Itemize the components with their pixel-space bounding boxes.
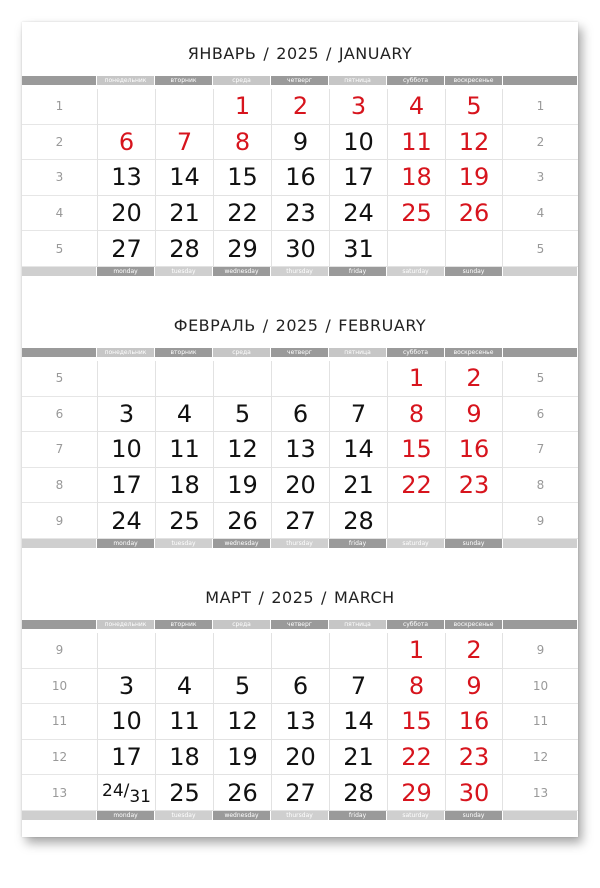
combined-date: 24/31: [102, 780, 151, 807]
week-number-right: 2: [503, 125, 578, 161]
weekday-header-ru: [22, 76, 578, 85]
day-cell: 13: [271, 704, 329, 740]
weekday-label-ru: понедельник: [97, 76, 155, 85]
day-cell: 11: [387, 125, 445, 161]
day-cell: 26: [213, 503, 271, 539]
day-cell: 24: [329, 196, 387, 232]
day-cell: 23: [271, 196, 329, 232]
day-cell: 22: [387, 468, 445, 504]
day-cell: 9: [445, 669, 503, 705]
day-cell: 3: [97, 397, 155, 433]
day-cell: 28: [155, 231, 213, 267]
weekday-label-ru: четверг: [271, 348, 329, 357]
week-number-left: 13: [22, 775, 97, 811]
weekday-label-ru: среда: [213, 348, 271, 357]
weekday-label-ru: суббота: [387, 76, 445, 85]
weekday-label-en: thursday: [271, 539, 329, 548]
header-edge: [503, 76, 578, 85]
weekday-footer-en: [22, 811, 578, 820]
weekday-label-en: thursday: [271, 811, 329, 820]
weekday-label-en: sunday: [445, 267, 503, 276]
day-cell: 5: [213, 669, 271, 705]
day-cell: 8: [387, 669, 445, 705]
empty-day-cell: [97, 89, 155, 125]
day-cell: 8: [387, 397, 445, 433]
title-separator: /: [326, 44, 332, 63]
week-number-left: 3: [22, 160, 97, 196]
weekday-label-ru: пятница: [329, 620, 387, 629]
day-cell: 15: [213, 160, 271, 196]
day-cell: 3: [329, 89, 387, 125]
weekday-label-en: monday: [97, 811, 155, 820]
month-block: [22, 40, 578, 300]
weekday-label-ru: понедельник: [97, 348, 155, 357]
week-row: [22, 196, 578, 232]
day-cell: 17: [97, 740, 155, 776]
day-cell: 31: [329, 231, 387, 267]
weekday-label-ru: среда: [213, 620, 271, 629]
day-cell: 23: [445, 468, 503, 504]
day-cell: 8: [213, 125, 271, 161]
footer-edge: [503, 811, 578, 820]
week-number-left: 11: [22, 704, 97, 740]
week-number-right: 9: [503, 633, 578, 669]
month-title-ru: ЯНВАРЬ: [187, 44, 257, 63]
week-number-right: 5: [503, 361, 578, 397]
title-separator: /: [321, 588, 327, 607]
header-edge: [22, 620, 97, 629]
month-title-year: 2025: [275, 316, 319, 335]
weekday-label-en: saturday: [387, 539, 445, 548]
footer-edge: [503, 539, 578, 548]
day-cell: 25: [387, 196, 445, 232]
day-cell: 15: [387, 704, 445, 740]
month-block: [22, 584, 578, 844]
weekday-header-ru: [22, 620, 578, 629]
weekday-label-ru: пятница: [329, 348, 387, 357]
weekday-header-ru: [22, 348, 578, 357]
day-cell: 4: [155, 397, 213, 433]
day-cell: 12: [445, 125, 503, 161]
week-number-left: 6: [22, 397, 97, 433]
week-number-right: 3: [503, 160, 578, 196]
day-cell: 29: [213, 231, 271, 267]
title-separator: /: [262, 316, 269, 335]
weekday-label-en: friday: [329, 539, 387, 548]
day-cell: 2: [445, 633, 503, 669]
day-cell: 10: [97, 704, 155, 740]
day-cell: 30: [445, 775, 503, 811]
day-cell: 18: [155, 740, 213, 776]
day-cell: 4: [155, 669, 213, 705]
week-number-left: 7: [22, 432, 97, 468]
title-separator: /: [263, 44, 270, 63]
day-cell: 28: [329, 503, 387, 539]
empty-day-cell: [155, 89, 213, 125]
day-cell: 3: [97, 669, 155, 705]
title-separator: /: [258, 588, 265, 607]
day-cell: 1: [387, 361, 445, 397]
week-number-right: 9: [503, 503, 578, 539]
weekday-label-en: wednesday: [213, 267, 271, 276]
month-title-en: FEBRUARY: [338, 316, 427, 335]
empty-day-cell: [271, 633, 329, 669]
week-number-left: 8: [22, 468, 97, 504]
week-number-left: 9: [22, 633, 97, 669]
weekday-label-ru: суббота: [387, 620, 445, 629]
title-separator: /: [325, 316, 332, 335]
week-row: [22, 432, 578, 468]
day-cell: 19: [213, 468, 271, 504]
weekday-label-en: thursday: [271, 267, 329, 276]
week-row: [22, 704, 578, 740]
week-number-left: 5: [22, 231, 97, 267]
week-row: [22, 468, 578, 504]
week-row: [22, 361, 578, 397]
week-row: [22, 740, 578, 776]
day-cell: 20: [97, 196, 155, 232]
day-cell: 7: [155, 125, 213, 161]
week-number-right: 11: [503, 704, 578, 740]
day-cell: 27: [271, 503, 329, 539]
month-title-year: 2025: [271, 588, 315, 607]
footer-edge: [503, 267, 578, 276]
week-number-left: 9: [22, 503, 97, 539]
week-number-right: 13: [503, 775, 578, 811]
day-cell: 27: [271, 775, 329, 811]
day-cell: 27: [97, 231, 155, 267]
day-cell: 2: [445, 361, 503, 397]
day-cell: [97, 775, 155, 811]
day-cell: 21: [155, 196, 213, 232]
day-cell: 10: [329, 125, 387, 161]
day-cell: 28: [329, 775, 387, 811]
weekday-label-ru: вторник: [155, 76, 213, 85]
month-block: [22, 312, 578, 572]
week-row: [22, 160, 578, 196]
day-cell: 5: [445, 89, 503, 125]
weekday-label-ru: пятница: [329, 76, 387, 85]
day-cell: 14: [329, 704, 387, 740]
week-row: [22, 89, 578, 125]
day-cell: 13: [271, 432, 329, 468]
day-cell: 11: [155, 704, 213, 740]
day-cell: 17: [97, 468, 155, 504]
month-title-year: 2025: [276, 44, 320, 63]
empty-day-cell: [329, 361, 387, 397]
day-cell: 20: [271, 740, 329, 776]
weekday-footer-en: [22, 539, 578, 548]
weekday-label-ru: четверг: [271, 620, 329, 629]
weekday-label-ru: вторник: [155, 620, 213, 629]
day-cell: 6: [271, 397, 329, 433]
weekday-label-en: friday: [329, 811, 387, 820]
weekday-footer-en: [22, 267, 578, 276]
day-cell: 26: [213, 775, 271, 811]
day-cell: 30: [271, 231, 329, 267]
empty-day-cell: [445, 503, 503, 539]
weekday-label-ru: воскресенье: [445, 76, 503, 85]
week-number-left: 12: [22, 740, 97, 776]
day-cell: 22: [387, 740, 445, 776]
month-title-ru: ФЕВРАЛЬ: [173, 316, 256, 335]
empty-day-cell: [213, 633, 271, 669]
day-cell: 19: [445, 160, 503, 196]
day-cell: 16: [445, 704, 503, 740]
week-number-left: 10: [22, 669, 97, 705]
empty-day-cell: [213, 361, 271, 397]
month-title: [22, 584, 578, 612]
day-cell: 29: [387, 775, 445, 811]
week-row: [22, 775, 578, 811]
empty-day-cell: [97, 633, 155, 669]
weekday-label-en: wednesday: [213, 539, 271, 548]
weekday-label-ru: среда: [213, 76, 271, 85]
month-title-ru: МАРТ: [205, 588, 252, 607]
day-cell: 26: [445, 196, 503, 232]
week-number-right: 4: [503, 196, 578, 232]
day-cell: 18: [387, 160, 445, 196]
week-number-right: 5: [503, 231, 578, 267]
day-cell: 12: [213, 704, 271, 740]
empty-day-cell: [155, 633, 213, 669]
weekday-label-en: monday: [97, 267, 155, 276]
weekday-label-en: saturday: [387, 811, 445, 820]
day-cell: 12: [213, 432, 271, 468]
day-cell: 25: [155, 503, 213, 539]
weekday-label-en: wednesday: [213, 811, 271, 820]
month-title: [22, 312, 578, 340]
empty-day-cell: [329, 633, 387, 669]
day-cell: 9: [271, 125, 329, 161]
month-title-en: JANUARY: [338, 44, 413, 63]
day-cell: 21: [329, 740, 387, 776]
empty-day-cell: [387, 231, 445, 267]
week-number-left: 1: [22, 89, 97, 125]
weekday-label-en: tuesday: [155, 539, 213, 548]
week-number-right: 8: [503, 468, 578, 504]
footer-edge: [22, 267, 97, 276]
week-number-right: 12: [503, 740, 578, 776]
day-cell: 7: [329, 397, 387, 433]
empty-day-cell: [97, 361, 155, 397]
weekday-label-ru: вторник: [155, 348, 213, 357]
header-edge: [503, 348, 578, 357]
weekday-label-en: saturday: [387, 267, 445, 276]
day-cell: 25: [155, 775, 213, 811]
day-cell: 19: [213, 740, 271, 776]
day-cell: 10: [97, 432, 155, 468]
day-cell: 20: [271, 468, 329, 504]
week-row: [22, 397, 578, 433]
week-row: [22, 125, 578, 161]
weekday-label-en: sunday: [445, 539, 503, 548]
day-cell: 24: [97, 503, 155, 539]
day-cell: 1: [213, 89, 271, 125]
day-cell: 11: [155, 432, 213, 468]
day-cell: 17: [329, 160, 387, 196]
day-cell: 23: [445, 740, 503, 776]
combined-date-second: 31: [129, 786, 151, 807]
weekday-label-en: tuesday: [155, 267, 213, 276]
day-cell: 4: [387, 89, 445, 125]
empty-day-cell: [387, 503, 445, 539]
weekday-label-ru: воскресенье: [445, 348, 503, 357]
weekday-label-en: monday: [97, 539, 155, 548]
weekday-label-en: friday: [329, 267, 387, 276]
week-number-left: 4: [22, 196, 97, 232]
month-title-en: MARCH: [333, 588, 395, 607]
week-number-right: 1: [503, 89, 578, 125]
day-cell: 9: [445, 397, 503, 433]
day-cell: 6: [271, 669, 329, 705]
day-cell: 16: [445, 432, 503, 468]
header-edge: [22, 348, 97, 357]
footer-edge: [22, 539, 97, 548]
day-cell: 5: [213, 397, 271, 433]
week-number-right: 6: [503, 397, 578, 433]
day-cell: 2: [271, 89, 329, 125]
week-number-left: 5: [22, 361, 97, 397]
day-cell: 14: [155, 160, 213, 196]
day-cell: 16: [271, 160, 329, 196]
day-cell: 14: [329, 432, 387, 468]
week-number-right: 10: [503, 669, 578, 705]
week-row: [22, 231, 578, 267]
week-row: [22, 669, 578, 705]
weekday-label-ru: суббота: [387, 348, 445, 357]
weekday-label-en: tuesday: [155, 811, 213, 820]
day-cell: 13: [97, 160, 155, 196]
weekday-label-ru: понедельник: [97, 620, 155, 629]
day-cell: 18: [155, 468, 213, 504]
empty-day-cell: [155, 361, 213, 397]
day-cell: 22: [213, 196, 271, 232]
header-edge: [22, 76, 97, 85]
weekday-label-ru: воскресенье: [445, 620, 503, 629]
week-number-right: 7: [503, 432, 578, 468]
calendar-sheet: [22, 22, 578, 837]
weekday-label-ru: четверг: [271, 76, 329, 85]
day-cell: 7: [329, 669, 387, 705]
empty-day-cell: [445, 231, 503, 267]
month-title: [22, 40, 578, 68]
week-row: [22, 633, 578, 669]
week-row: [22, 503, 578, 539]
day-cell: 15: [387, 432, 445, 468]
empty-day-cell: [271, 361, 329, 397]
day-cell: 1: [387, 633, 445, 669]
footer-edge: [22, 811, 97, 820]
day-cell: 6: [97, 125, 155, 161]
week-number-left: 2: [22, 125, 97, 161]
header-edge: [503, 620, 578, 629]
day-cell: 21: [329, 468, 387, 504]
weekday-label-en: sunday: [445, 811, 503, 820]
